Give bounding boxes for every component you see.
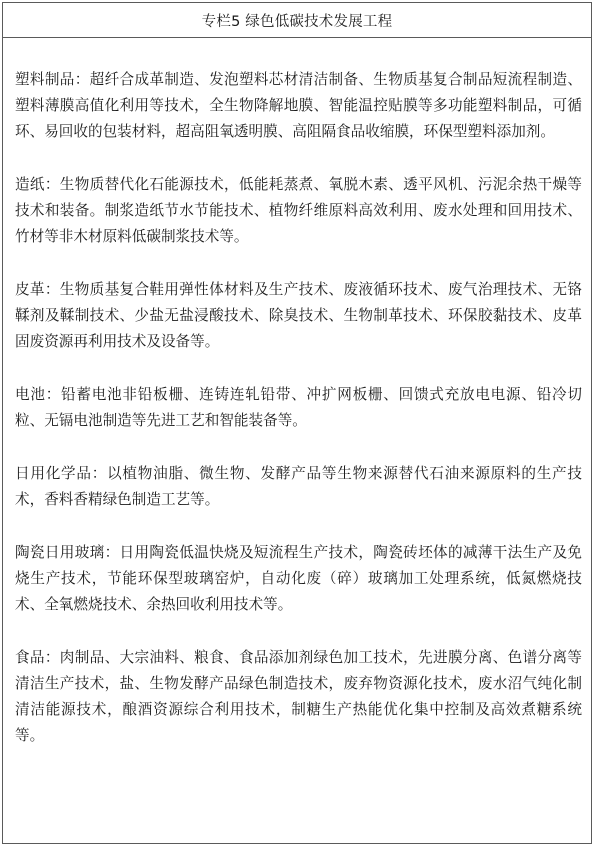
section-label: 塑料制品： (15, 71, 90, 88)
column-title: 专栏5 绿色低碳技术发展工程 (3, 3, 591, 38)
section-text: 铅蓄电池非铅板栅、连铸连轧铅带、冲扩网板栅、回馈式充放电电源、铅冷切粒、无镉电池制造等先进工艺和智能装备等。 (15, 386, 582, 429)
section-label: 皮革： (15, 281, 60, 298)
section-batteries (15, 382, 582, 434)
section-plastics (15, 67, 582, 145)
section-text: 生物质基复合鞋用弹性体材料及生产技术、废液循环技术、废气治理技术、无铬鞣剂及鞣制技术、少盐无盐浸酸技术、除臭技术、生物制革技术、环保胶黏技术、皮革固废资源再利用技术及设备等。 (15, 281, 582, 350)
section-text: 日用陶瓷低温快烧及短流程生产技术，陶瓷砖坯体的减薄干法生产及免烧生产技术，节能环保型玻璃窑炉，自动化废（碎）玻璃加工处理系统，低氮燃烧技术、全氧燃烧技术、余热回收利用技术等。 (15, 544, 582, 613)
section-text: 以植物油脂、微生物、发酵产品等生物来源替代石油来源原料的生产技术，香料香精绿色制造工艺等。 (15, 465, 582, 508)
section-label: 陶瓷日用玻璃： (15, 544, 120, 561)
section-papermaking (15, 172, 582, 250)
section-label: 造纸： (15, 176, 60, 193)
section-daily-chemicals (15, 461, 582, 513)
section-label: 电池： (15, 386, 62, 403)
section-text: 肉制品、大宗油料、粮食、食品添加剂绿色加工技术，先进膜分离、色谱分离等清洁生产技术，盐、生物发酵产品绿色制造技术，废弃物资源化技术，废水沼气纯化制清洁能源技术，酿酒资源综合利用技术，制糖生产热能优化集中控制及高效煮糖系统等。 (15, 649, 582, 744)
section-ceramics-glass (15, 540, 582, 618)
column-box (2, 2, 592, 844)
section-text: 超纤合成革制造、发泡塑料芯材清洁制备、生物质基复合制品短流程制造、塑料薄膜高值化利用等技术，全生物降解地膜、智能温控贴膜等多功能塑料制品，可循环、易回收的包装材料，超高阻氧透明膜、高阻隔食品收缩膜，环保型塑料添加剂。 (15, 71, 582, 140)
section-food (15, 645, 582, 749)
section-leather (15, 277, 582, 355)
section-label: 食品： (15, 649, 60, 666)
section-label: 日用化学品： (15, 465, 108, 482)
column-content (3, 38, 591, 749)
section-text: 生物质替代化石能源技术，低能耗蒸煮、氧脱木素、透平风机、污泥余热干燥等技术和装备。制浆造纸节水节能技术、植物纤维原料高效利用、废水处理和回用技术、竹材等非木材原料低碳制浆技术等。 (15, 176, 582, 245)
